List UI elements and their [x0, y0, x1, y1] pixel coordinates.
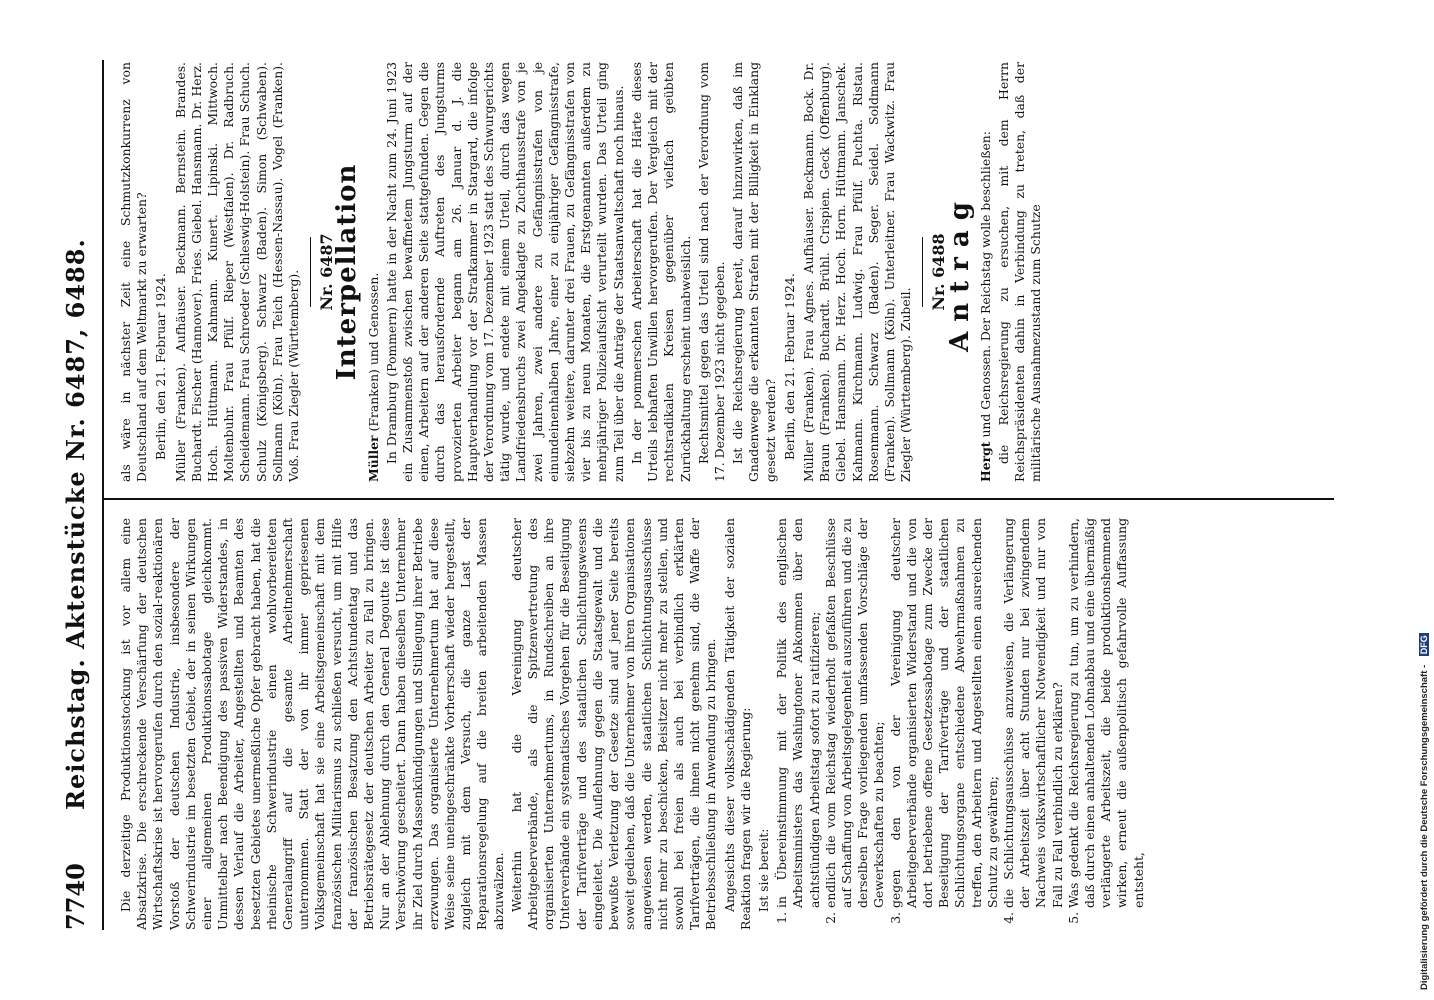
paragraph: Angesichts dieser volksschädigenden Tätigkeit der sozialen Reaktion fragen wir die Regierung: — [721, 518, 753, 930]
date-line: Berlin, den 21. Februar 1924. — [781, 273, 797, 460]
sponsor-rest: und Genossen. Der Reichstag wolle beschließen: — [977, 131, 993, 442]
sponsor-line — [978, 62, 994, 482]
sponsor-name: Hergt — [977, 441, 993, 482]
header-rule — [102, 60, 104, 930]
digitization-credit — [1419, 0, 1433, 990]
section-heading: Antrag — [944, 192, 975, 352]
section-divider — [310, 237, 311, 307]
signatories: Müller (Franken). Aufhäuser. Beckmann. Bernstein. Brandes. Buchardt. Fischer (Hannover). Fries. Giebel. Hansmann. Dr. Herz. Hoch. Hüttmann. Kahmann. Kunert. Lipinski. Mittwoch. Moltenbuhr. Frau Pfülf. Rieper (Westfalen). Dr. Radbruch. Scheidemann. Frau Schroeder (Schleswig-Holstein). Frau Schuch. Schulz (Königsberg). Schwarz (Baden). Simon (Schwaben). Sollmann (Köln). Frau Teich (Hessen-Nassau). Vogel (Franken). Voß. Frau Ziegler (Württemberg). — [172, 62, 302, 482]
paragraph: die Reichsregierung zu ersuchen, mit dem Herrn Reichspräsidenten dahin in Verbindung zu treten, daß der militärische Ausnahmezustand zum Schutze — [995, 62, 1044, 482]
paragraph: Die derzeitige Produktionsstockung ist vor allem eine Absatzkrise. Die erschreckende Verschärfung der deutschen Wirtschaftskrise ist hervorgerufen durch den sozial-reaktionären Vorstoß der deutschen Industrie, insbesondere der Schwerindustrie im besetzten Gebiet, der in seinen Wirkungen einer allgemeinen Produktionssabotage gleichkommt. Unmittelbar nach Beendigung des passiven Widerstandes, in dessen Verlauf die Arbeiter, Angestellten und Beamten des besetzten Gebietes unermeßliche Opfer gebracht haben, hat die rheinische Schwerindustrie einen wohlvorbereiteten Generalangriff auf die gesamte Arbeitnehmerschaft unternommen. Statt der von ihr immer gepriesenen Volksgemeinschaft hat sie eine Arbeitsgemeinschaft mit dem französischen Militarismus zu schließen versucht, um mit Hilfe der französischen Besatzung den Achtstundentag und das Betriebsrätegesetz der deutschen Arbeiter zu Fall zu bringen. Nur an der Ablehnung durch den General Degoutte ist diese Verschwörung gescheitert. Dann haben dieselben Unternehmer ihr Ziel durch Massenkündigungen und Stillegung ihrer Betriebe erzwungen. Das organisierte Unternehmertum hat auf diese Weise seine uneingeschränkte Vorherrschaft wieder hergestellt, zugleich mit dem Versuch, die ganze Last der Reparationsregelung auf die breiten arbeitenden Massen abzuwälzen. — [118, 518, 506, 930]
page-number: 7740 — [61, 863, 90, 930]
question-intro: Ist sie bereit: — [755, 828, 771, 912]
date-line: Berlin, den 21. Februar 1924. — [153, 273, 169, 460]
document-number: Nr. 6487 — [317, 233, 337, 311]
list-item: 5. Was gedenkt die Reichsregierung zu tun, um zu verhindern, daß durch einen anhaltenden Lohnabbau und eine übermäßig verlängerte Arbeitszeit, die beide produktionshemmend wirken, erneut die außenpolitisch gefahrvolle Auffassung entsteht, — [1066, 518, 1147, 908]
sponsor-rest: (Franken) und Genossen. — [365, 272, 381, 436]
section-divider — [922, 237, 923, 307]
left-column — [118, 518, 1147, 930]
page-header — [55, 60, 95, 930]
column-divider — [104, 498, 1334, 500]
question-list — [774, 518, 1147, 930]
paragraph: als wäre in nächster Zeit eine Schmutzkonkurrenz von Deutschland auf dem Weltmarkt zu erwarten? — [118, 62, 150, 482]
list-item: 4. die Schlichtungsausschüsse anzuweisen, die Verlängerung der Arbeitszeit über acht Stunden nur bei zwingendem Nachweis volkswirtschaftlicher Notwendigkeit und nur von Fall zu Fall verbindlich zu erklären? — [1001, 518, 1066, 908]
page-title: Reichstag. Aktenstücke Nr. 6487, 6488. — [61, 238, 90, 810]
dfg-logo-icon: DFG — [1419, 635, 1429, 655]
document-number: Nr. 6488 — [929, 233, 949, 311]
sponsor-name: Müller — [365, 435, 381, 482]
paragraph: Weiterhin hat die Vereinigung deutscher Arbeitgeberverbände, als die Spitzenvertretung des organisierten Unternehmertums, in Rundschreiben an ihre Unterverbände ein systematisches Vorgehen für die Beseitigung der Tarifverträge und des staatlichen Schlichtungswesens eingeleitet. Die Auflehnung gegen die Staatsgewalt und die bewußte Verletzung der Gesetze sind auf jener Seite bereits soweit gediehen, daß die Unternehmer von ihren Organisationen angewiesen werden, die staatlichen Schlichtungsausschüsse nicht mehr zu beschicken, Beisitzer nicht mehr zu stellen, und sowohl bei freien als auch bei verbindlich erklärten Tarifverträgen, die ihnen nicht genehm sind, die Waffe der Betriebsschließung in Anwendung zu bringen. — [508, 518, 719, 930]
right-column — [118, 62, 1047, 482]
paragraph: In der pommerschen Arbeiterschaft hat die Härte dieses Urteils lebhaften Unwillen hervorgerufen. Der Vergleich mit der rechtsradikalen Kreisen gegenüber vielfach geübten Zurückhaltung erscheint unabweislich. — [628, 62, 693, 482]
signatories: Müller (Franken). Frau Agnes. Aufhäuser. Beckmann. Bock. Dr. Braun (Franken). Buchardt. Brühl. Crispien. Geck (Offenburg). Giebel. Hansmann. Dr. Herz. Hoch. Horn. Hüttmann. Janschek. Kahmann. Kirchmann. Ludwig. Frau Pfülf. Puchta. Ristau. Rosenmann. Schwarz (Baden). Seger. Seidel. Soldmann (Franken). Sollmann (Köln). Unterleitner. Frau Wackwitz. Frau Ziegler (Württemberg). Zubeil. — [800, 62, 914, 482]
list-item: 3. gegen den von der Vereinigung deutscher Arbeitgeberverbände organisierten Widerstand und die von dort betriebene offene Gesetzessabotage zum Zwecke der Beseitigung der Tarifverträge und der staatlichen Schlichtungsorgane entschiedene Abwehrmaßnahmen zu treffen, den Arbeitern und Angestellten einen ausreichenden Schutz zu gewähren; — [888, 518, 1001, 908]
paragraph: Rechtsmittel gegen das Urteil sind nach der Verordnung vom 17. Dezember 1923 nicht gegeben. — [695, 62, 727, 482]
paragraph: In Dramburg (Pommern) hatte in der Nacht zum 24. Juni 1923 ein Zusammenstoß zwischen bewaffnetem Jungsturm auf der einen, Arbeitern auf der anderen Seite stattgefunden. Gegen die durch das herausfordernde Auftreten des Jungsturms provozierten Arbeiter begann am 26. Januar d. J. die Hauptverhandlung vor der Strafkammer in Stargard, die infolge der Verordnung vom 17. Dezember 1923 statt des Schwurgerichts tätig wurde, und endete mit einem Urteil, durch das wegen Landfriedensbruchs zwei Angeklagte zu Zuchthausstrafe von je zwei Jahren, zwei andere zu Gefängnisstrafen von je einundeinenhalben Jahre, einer zu einjähriger Gefängnisstrafe, siebzehn weitere, darunter drei Frauen, zu Gefängnisstrafen von vier bis zu neun Monaten, die Erstgenannten außerdem zu mehrjähriger Polizeiaufsicht verurteilt wurden. Das Urteil ging zum Teil über die Anträge der Staatsanwaltschaft noch hinaus. — [383, 62, 626, 482]
sponsor-line — [366, 62, 382, 482]
paragraph: Ist die Reichsregierung bereit, darauf hinzuwirken, daß im Gnadenwege die erkannten Strafen mit der Billigkeit in Einklang gesetzt werden? — [730, 62, 778, 482]
credit-text: Digitalisierung gefördert durch die Deutsche Forschungsgemeinschaft - — [1419, 664, 1430, 990]
list-item: 2. endlich die vom Reichstag wiederholt gefaßten Beschlüsse auf Schaffung von Arbeitsgelegenheit auszuführen und die zu derselben Frage vorliegenden umfassenden Vorschläge der Gewerkschaften zu beachten; — [823, 518, 888, 908]
section-heading: Interpellation — [332, 163, 363, 381]
list-item: 1. in Übereinstimmung mit der Politik des englischen Arbeitsministers das Washingtoner Abkommen über den achtstündigen Arbeitstag sofort zu ratifizieren; — [774, 518, 823, 908]
